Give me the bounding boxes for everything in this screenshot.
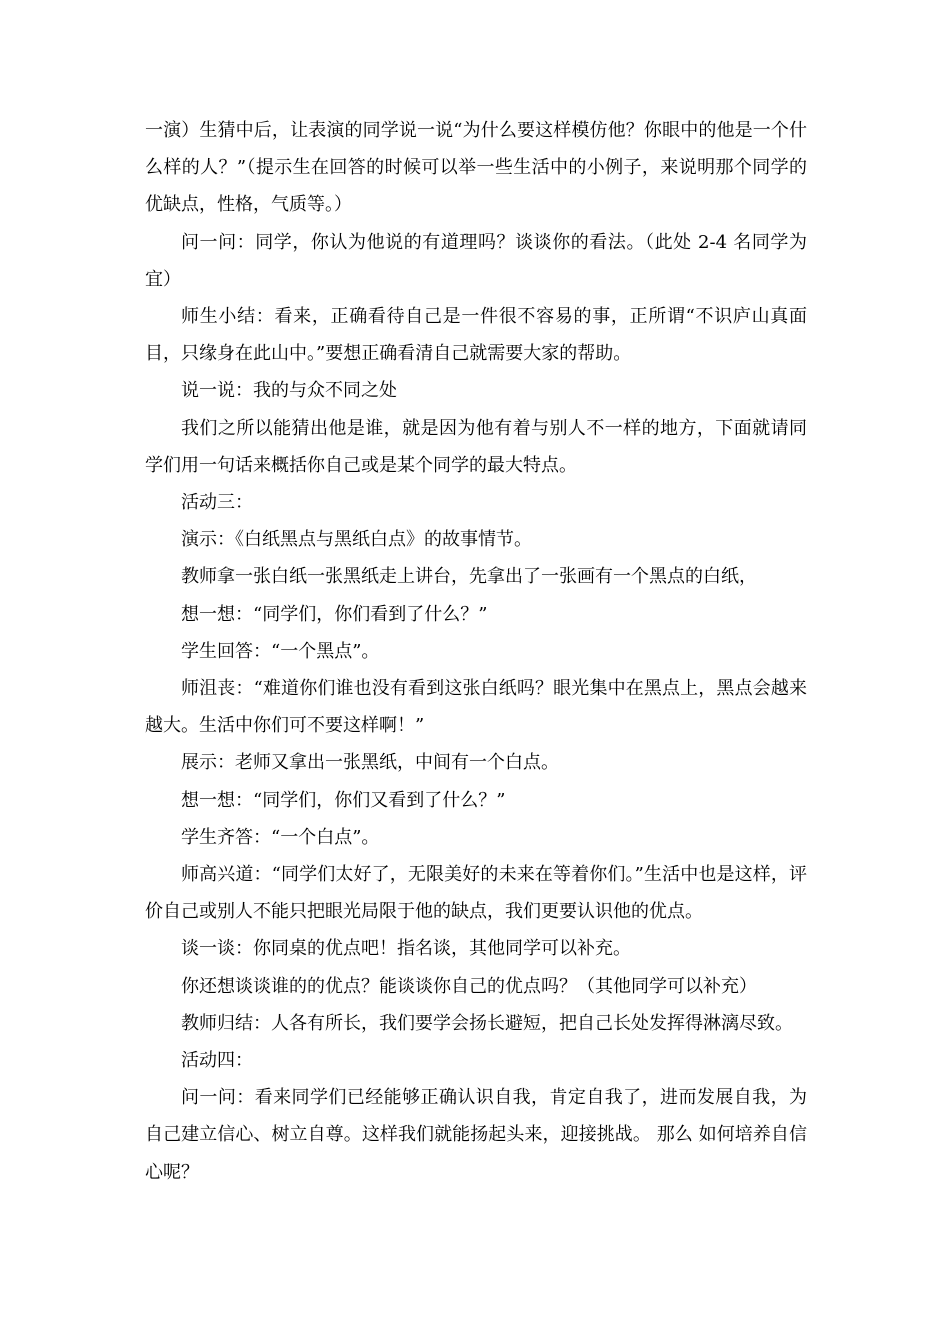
paragraph: 想一想：“同学们，你们看到了什么？” <box>181 603 488 625</box>
section-heading: 活动三： <box>181 492 253 514</box>
paragraph: 谈一谈：你同桌的优点吧！指名谈，其他同学可以补充。 <box>181 938 631 960</box>
paragraph: 教师拿一张白纸一张黑纸走上讲台，先拿出了一张画有一个黑点的白纸， <box>181 566 757 588</box>
section-heading: 活动四： <box>181 1050 253 1072</box>
paragraph: 问一问：看来同学们已经能够正确认识自我，肯定自我了，进而发展自我，为自己建立信心、树立自尊。这样我们就能扬起头来，迎接挑战。 那么 如何培养自信心呢？ <box>145 1087 807 1183</box>
document-body <box>145 112 807 1191</box>
paragraph: 师生小结：看来，正确看待自己是一件很不容易的事，正所谓“不识庐山真面目，只缘身在此山中。”要想正确看清自己就需要大家的帮助。 <box>145 306 807 365</box>
paragraph: 想一想：“同学们，你们又看到了什么？” <box>181 789 506 811</box>
paragraph: 学生回答：“一个黑点”。 <box>181 640 380 662</box>
paragraph: 师沮丧：“难道你们谁也没有看到这张白纸吗？眼光集中在黑点上，黑点会越来越大。生活中你们可不要这样啊！” <box>145 678 807 737</box>
paragraph: 说一说：我的与众不同之处 <box>181 380 397 402</box>
paragraph: 一演）生猜中后，让表演的同学说一说“为什么要这样模仿他？你眼中的他是一个什么样的人？”（提示生在回答的时候可以举一些生活中的小例子，来说明那个同学的优缺点，性格，气质等。） <box>145 120 807 216</box>
paragraph: 我们之所以能猜出他是谁，就是因为他有着与别人不一样的地方，下面就请同学们用一句话来概括你自己或是某个同学的最大特点。 <box>145 417 807 476</box>
paragraph: 师高兴道：“同学们太好了，无限美好的未来在等着你们。”生活中也是这样，评价自己或别人不能只把眼光局限于他的缺点，我们更要认识他的优点。 <box>145 864 807 923</box>
paragraph: 你还想谈谈谁的的优点？能谈谈你自己的优点吗？（其他同学可以补充） <box>181 975 757 997</box>
paragraph: 教师归结：人各有所长，我们要学会扬长避短，把自己长处发挥得淋漓尽致。 <box>181 1012 793 1034</box>
paragraph: 演示：《白纸黑点与黑纸白点》的故事情节。 <box>181 529 532 551</box>
paragraph: 问一问：同学，你认为他说的有道理吗？谈谈你的看法。（此处 2-4 名同学为宜） <box>145 231 807 290</box>
paragraph: 展示：老师又拿出一张黑纸，中间有一个白点。 <box>181 752 559 774</box>
paragraph: 学生齐答：“一个白点”。 <box>181 826 380 848</box>
